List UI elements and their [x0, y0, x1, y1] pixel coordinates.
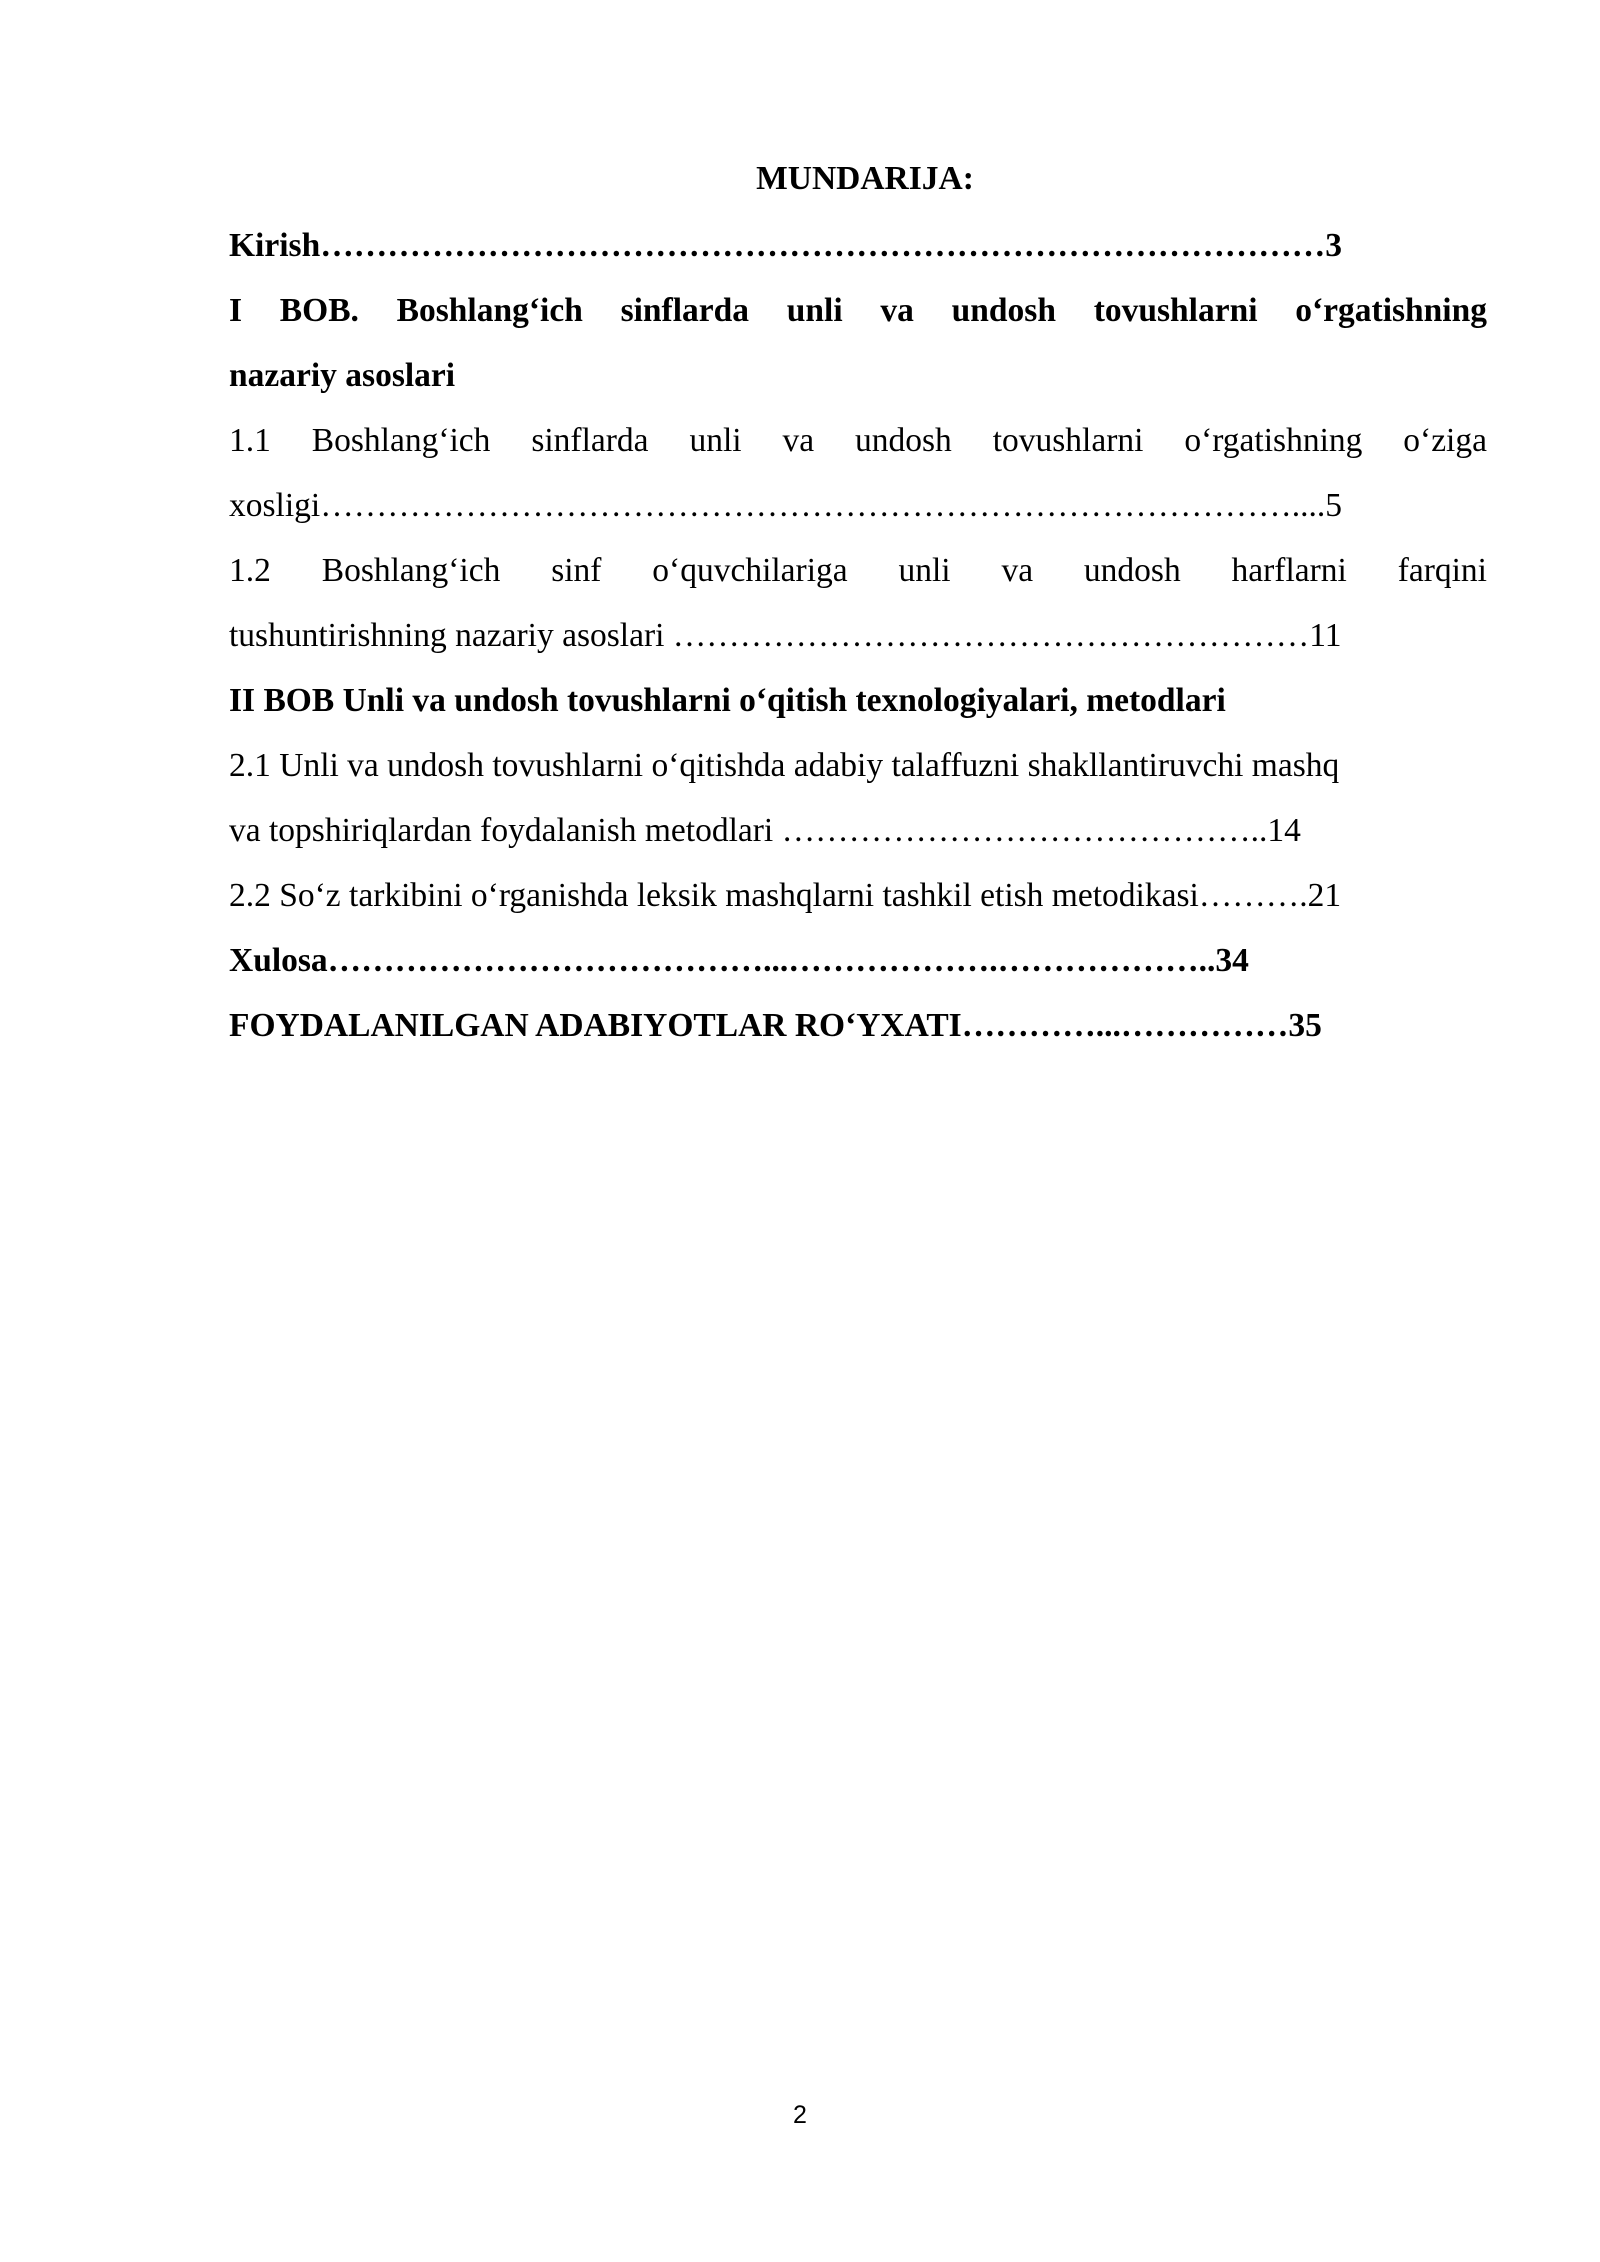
- toc-chapter-1-line-2: nazariy asoslari: [229, 357, 456, 394]
- table-of-contents: [229, 148, 1487, 1058]
- toc-entry-kirish: Kirish………………………………………………………………………………3: [229, 227, 1342, 264]
- toc-chapter-1-line-1: I BOB. Boshlang‘ich sinflarda unli va undosh tovushlarni o‘rgatishning: [229, 292, 1487, 329]
- page-number: 2: [793, 2101, 807, 2129]
- toc-section-1-2-line-2: tushuntirishning nazariy asoslari …………………………………………………11: [229, 617, 1342, 654]
- toc-section-2-1-line-1: 2.1 Unli va undosh tovushlarni o‘qitishda adabiy talaffuzni shakllantiruvchi mashq: [229, 747, 1340, 784]
- toc-chapter-2: II BOB Unli va undosh tovushlarni o‘qitish texnologiyalari, metodlari: [229, 682, 1226, 719]
- toc-entry-xulosa: Xulosa…………………………………...……………….………………..34: [229, 942, 1249, 979]
- toc-section-2-2: 2.2 So‘z tarkibini o‘rganishda leksik mashqlarni tashkil etish metodikasi……….21: [229, 877, 1342, 914]
- toc-section-1-1-line-2: xosligi……………………………………………………………………………....5: [229, 487, 1342, 524]
- toc-entry-references: FOYDALANILGAN ADABIYOTLAR RO‘YXATI…………...……………35: [229, 1007, 1322, 1044]
- toc-section-1-1-line-1: 1.1 Boshlang‘ich sinflarda unli va undosh tovushlarni o‘rgatishning o‘ziga: [229, 422, 1487, 459]
- toc-section-1-2-line-1: 1.2 Boshlang‘ich sinf o‘quvchilariga unli va undosh harflarni farqini: [229, 552, 1487, 589]
- toc-section-2-1-line-2: va topshiriqlardan foydalanish metodlari ……………………………………..14: [229, 812, 1301, 849]
- toc-title: MUNDARIJA:: [756, 160, 974, 197]
